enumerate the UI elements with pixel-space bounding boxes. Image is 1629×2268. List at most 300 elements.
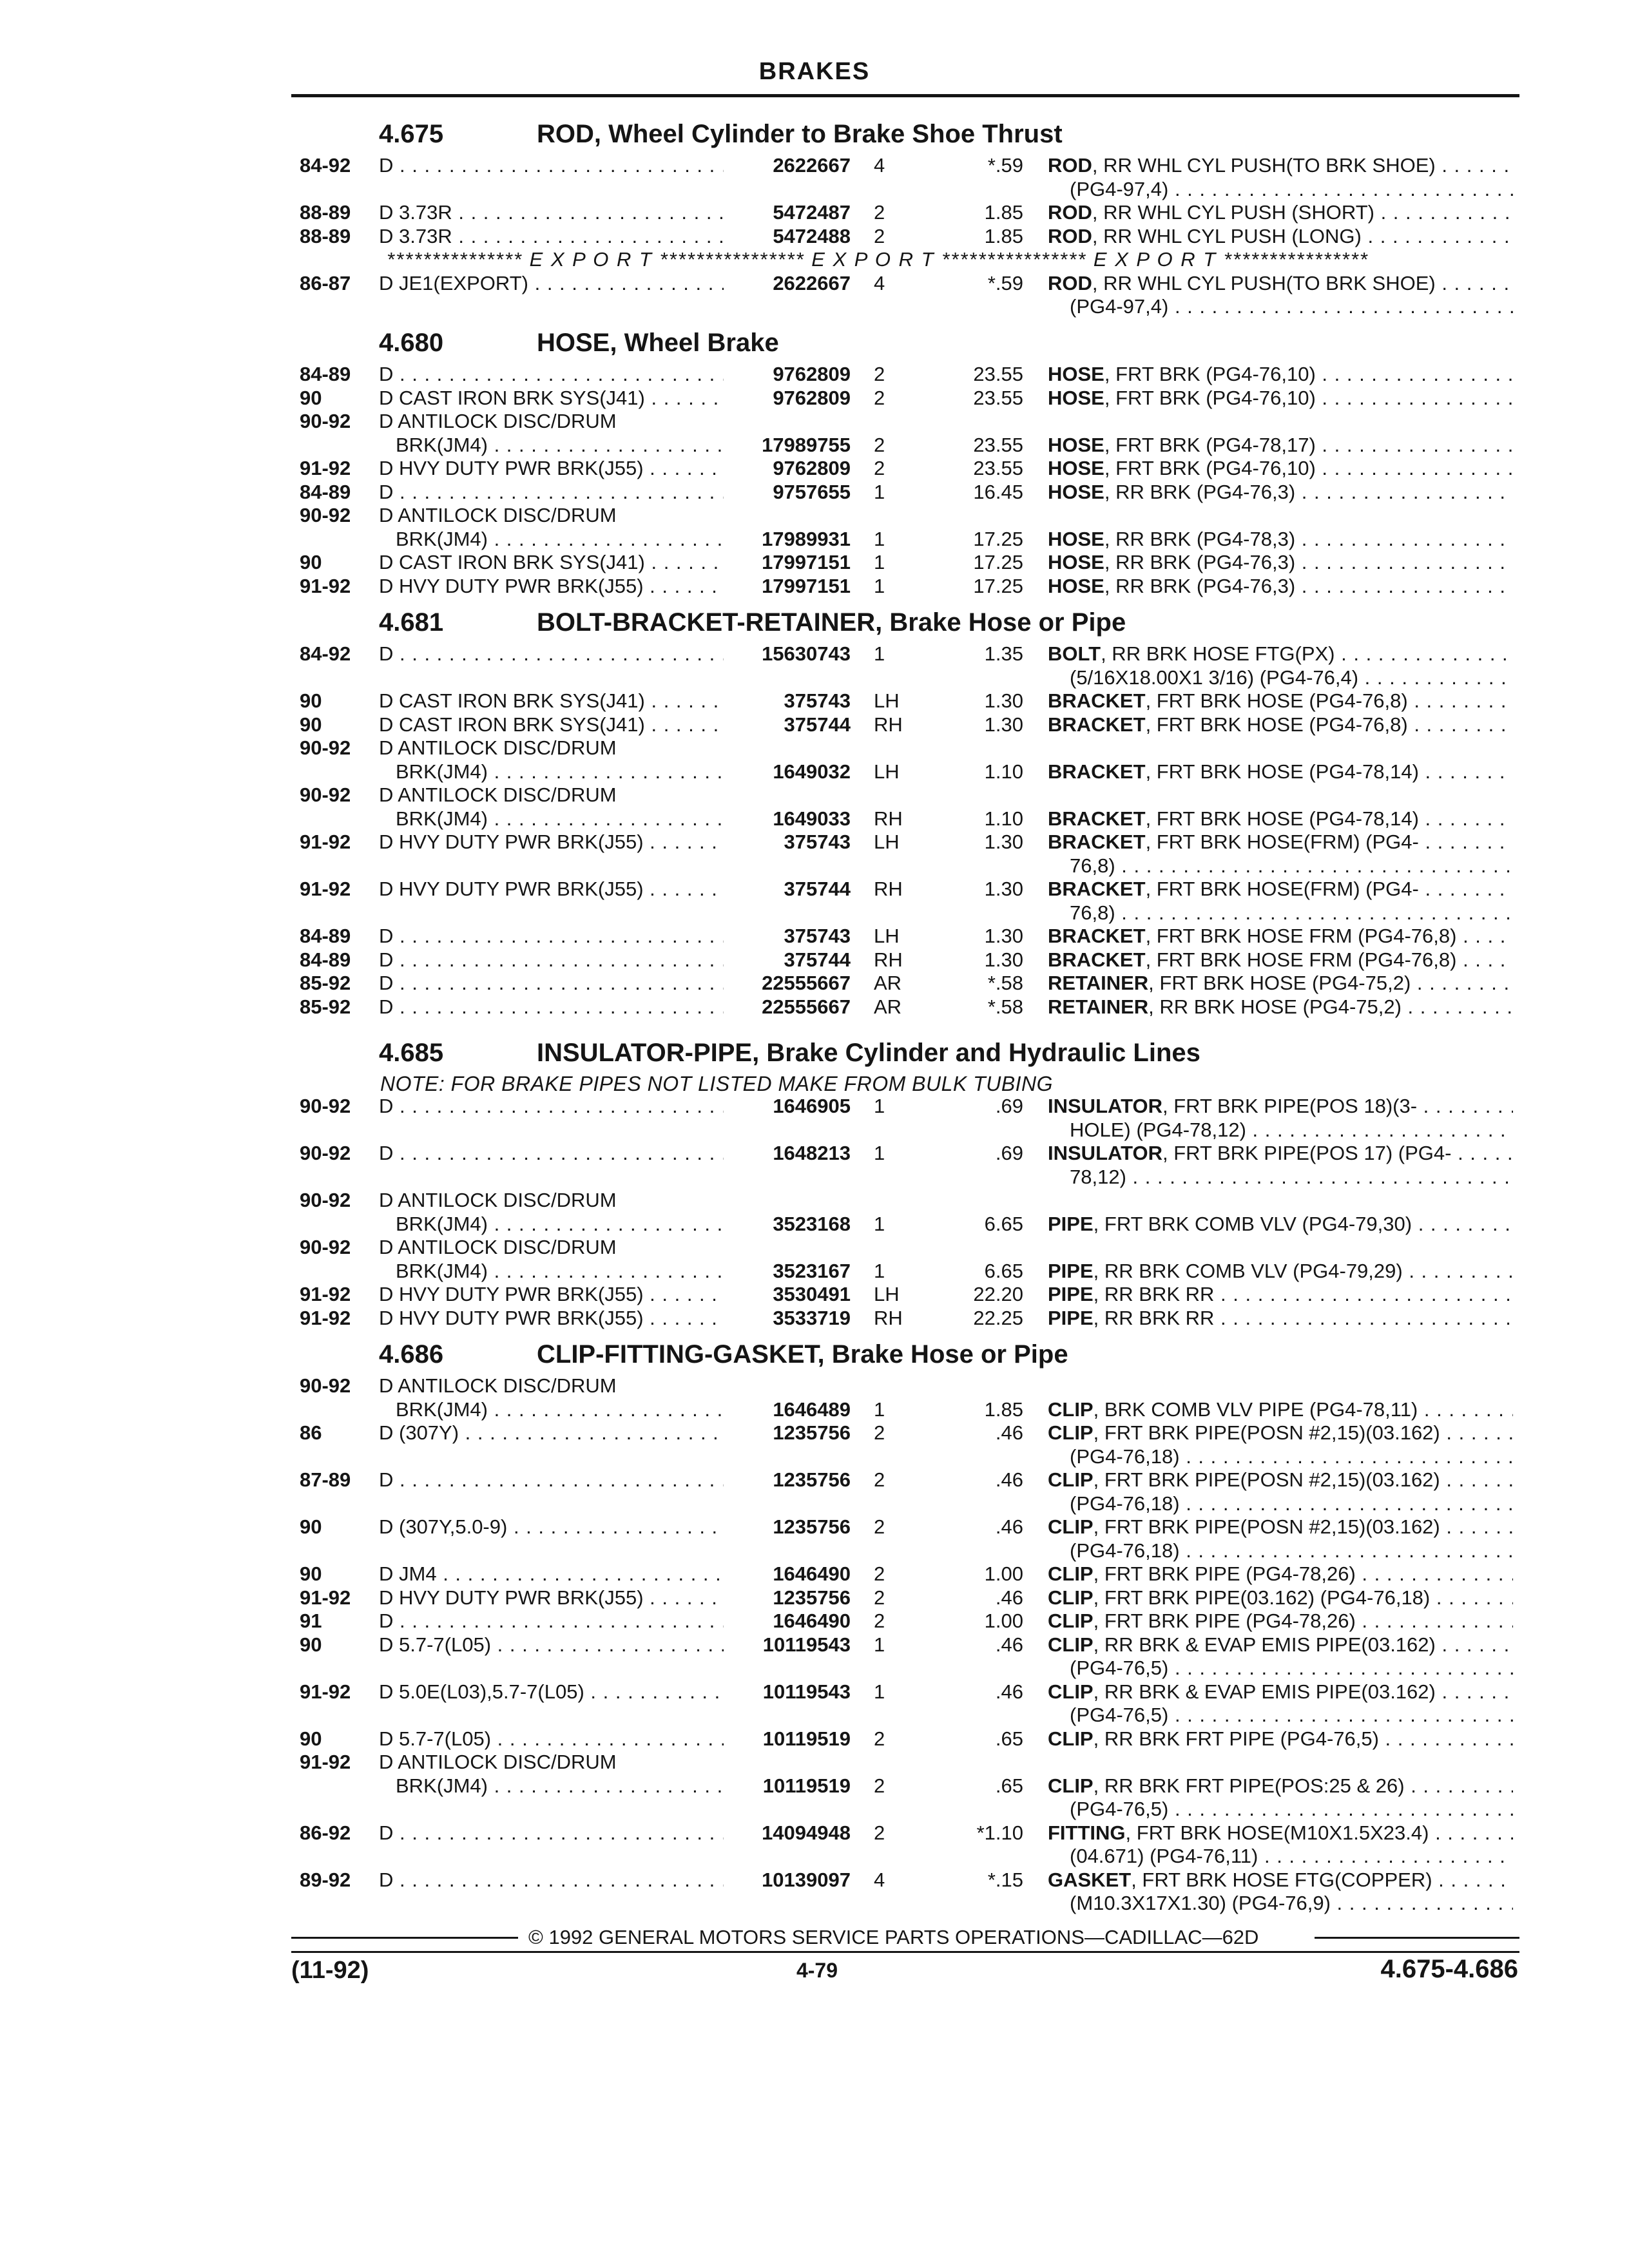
quantity: LH bbox=[874, 1283, 900, 1305]
application-continued: BRK(JM4) . . . bbox=[396, 1774, 724, 1798]
part-number: 3523168 bbox=[773, 1212, 851, 1235]
part-detail: , FRT BRK (PG4-76,10) bbox=[1104, 363, 1316, 385]
model-years: 86-87 bbox=[300, 271, 351, 294]
quantity: LH bbox=[874, 925, 900, 947]
parts-row bbox=[0, 527, 1629, 552]
part-number: 3533719 bbox=[773, 1306, 851, 1329]
section-heading bbox=[379, 1040, 1513, 1068]
application: D CAST IRON BRK SYS(J41) . . . bbox=[379, 550, 724, 575]
part-number: 375743 bbox=[784, 689, 851, 712]
quantity: 2 bbox=[874, 201, 885, 224]
application-continued: BRK(JM4) . . . bbox=[396, 527, 724, 552]
quantity: 2 bbox=[874, 433, 885, 456]
part-number: 1646489 bbox=[773, 1398, 851, 1421]
quantity: LH bbox=[874, 831, 900, 853]
part-description-continued: 78,12) . . . bbox=[1070, 1165, 1513, 1189]
price: 23.55 bbox=[973, 457, 1023, 479]
price: 1.10 bbox=[984, 760, 1023, 783]
part-number: 1648213 bbox=[773, 1142, 851, 1164]
application: D CAST IRON BRK SYS(J41) . . . bbox=[379, 713, 724, 737]
parts-row bbox=[0, 1703, 1629, 1727]
parts-row bbox=[0, 1468, 1629, 1492]
part-name: BRACKET bbox=[1048, 807, 1146, 830]
application: D JM4 . . . bbox=[379, 1562, 724, 1586]
model-years: 90-92 bbox=[300, 736, 351, 759]
parts-row bbox=[0, 1586, 1629, 1610]
parts-row bbox=[0, 503, 1629, 528]
quantity: LH bbox=[874, 760, 900, 783]
part-number: 1649032 bbox=[773, 760, 851, 783]
part-number: 15630743 bbox=[762, 642, 851, 665]
parts-row bbox=[0, 1235, 1629, 1260]
application-continued: BRK(JM4) . . . bbox=[396, 807, 724, 831]
price: 6.65 bbox=[984, 1259, 1023, 1282]
part-description bbox=[1048, 1141, 1513, 1166]
parts-row bbox=[0, 1165, 1629, 1189]
model-years: 90 bbox=[300, 713, 322, 736]
model-years: 91 bbox=[300, 1610, 322, 1632]
part-detail: , RR BRK COMB VLV (PG4-79,29) bbox=[1093, 1259, 1403, 1282]
part-detail: , RR BRK (PG4-76,3) bbox=[1104, 551, 1296, 573]
part-number: 375743 bbox=[784, 831, 851, 853]
quantity: 2 bbox=[874, 457, 885, 479]
price: 23.55 bbox=[973, 433, 1023, 456]
part-name: HOSE bbox=[1048, 433, 1104, 456]
quantity: 1 bbox=[874, 1259, 885, 1282]
part-description bbox=[1048, 1398, 1513, 1422]
part-description bbox=[1048, 642, 1513, 666]
part-name: ROD bbox=[1048, 271, 1092, 294]
quantity: 2 bbox=[874, 1562, 885, 1585]
price: 1.30 bbox=[984, 689, 1023, 712]
part-detail: , FRT BRK HOSE FRM (PG4-76,8) bbox=[1145, 925, 1457, 947]
part-description-continued: HOLE) (PG4-78,12) . . . bbox=[1070, 1118, 1513, 1142]
application: D . . . bbox=[379, 1868, 724, 1892]
application: D . . . bbox=[379, 153, 724, 178]
part-description bbox=[1048, 830, 1513, 854]
model-years: 88-89 bbox=[300, 201, 351, 224]
application: D 3.73R . . . bbox=[379, 200, 724, 225]
model-years: 90-92 bbox=[300, 783, 351, 806]
section-heading bbox=[379, 330, 1513, 358]
part-detail: , FRT BRK HOSE (PG4-76,8) bbox=[1145, 689, 1408, 712]
model-years: 91-92 bbox=[300, 457, 351, 479]
part-description bbox=[1048, 877, 1513, 901]
parts-row bbox=[0, 1212, 1629, 1236]
part-number: 22555667 bbox=[762, 972, 851, 994]
price: 1.85 bbox=[984, 201, 1023, 224]
part-name: PIPE bbox=[1048, 1306, 1094, 1329]
part-name: CLIP bbox=[1048, 1562, 1094, 1585]
part-description-continued: (04.671) (PG4-76,11) . . . bbox=[1070, 1844, 1513, 1869]
part-name: HOSE bbox=[1048, 574, 1104, 597]
part-detail: , RR BRK & EVAP EMIS PIPE(03.162) bbox=[1093, 1633, 1436, 1656]
footer-rule-bottom bbox=[291, 1951, 1519, 1953]
quantity: 1 bbox=[874, 1398, 885, 1421]
quantity: RH bbox=[874, 948, 903, 971]
part-description bbox=[1048, 386, 1513, 410]
quantity: AR bbox=[874, 995, 902, 1018]
model-years: 86-92 bbox=[300, 1821, 351, 1844]
parts-row bbox=[0, 574, 1629, 599]
application-continued: BRK(JM4) . . . bbox=[396, 760, 724, 784]
part-detail: , FRT BRK PIPE(POS 18)(3- bbox=[1162, 1095, 1418, 1117]
part-description-continued: 76,8) . . . bbox=[1070, 901, 1513, 925]
footer-rule-left bbox=[291, 1937, 518, 1939]
application: D JE1(EXPORT) . . . bbox=[379, 271, 724, 296]
parts-row bbox=[0, 1821, 1629, 1845]
part-description bbox=[1048, 1212, 1513, 1236]
model-years: 90-92 bbox=[300, 504, 351, 526]
parts-row bbox=[0, 924, 1629, 948]
part-description bbox=[1048, 1609, 1513, 1633]
part-description-continued: (PG4-76,5) . . . bbox=[1070, 1703, 1513, 1727]
model-years: 90 bbox=[300, 1562, 322, 1585]
part-name: BRACKET bbox=[1048, 925, 1146, 947]
quantity: 1 bbox=[874, 1680, 885, 1703]
section-title: HOSE, Wheel Brake bbox=[537, 329, 779, 357]
part-number: 10119519 bbox=[762, 1774, 851, 1797]
model-years: 86 bbox=[300, 1421, 322, 1444]
model-years: 91-92 bbox=[300, 574, 351, 597]
part-number: 17989755 bbox=[762, 433, 851, 456]
model-years: 90 bbox=[300, 1633, 322, 1656]
part-detail: , FRT BRK PIPE(POSN #2,15)(03.162) bbox=[1093, 1421, 1440, 1444]
part-name: HOSE bbox=[1048, 480, 1104, 503]
part-description bbox=[1048, 1421, 1513, 1445]
application-continued: BRK(JM4) . . . bbox=[396, 1259, 724, 1283]
part-number: 1649033 bbox=[773, 807, 851, 830]
part-description-continued: (PG4-76,18) . . . bbox=[1070, 1492, 1513, 1516]
part-name: HOSE bbox=[1048, 386, 1104, 409]
part-detail: , FRT BRK PIPE(POSN #2,15)(03.162) bbox=[1093, 1468, 1440, 1491]
parts-row bbox=[0, 224, 1629, 249]
parts-row bbox=[0, 1398, 1629, 1422]
parts-row bbox=[0, 1141, 1629, 1166]
part-name: PIPE bbox=[1048, 1212, 1094, 1235]
part-description bbox=[1048, 456, 1513, 481]
parts-row bbox=[0, 666, 1629, 690]
price: .46 bbox=[995, 1515, 1023, 1538]
price: 6.65 bbox=[984, 1212, 1023, 1235]
part-detail: , FRT BRK PIPE(POSN #2,15)(03.162) bbox=[1093, 1515, 1440, 1538]
part-detail: , RR WHL CYL PUSH(TO BRK SHOE) bbox=[1092, 154, 1436, 177]
model-years: 84-92 bbox=[300, 154, 351, 177]
model-years: 89-92 bbox=[300, 1868, 351, 1891]
price: *1.10 bbox=[976, 1821, 1023, 1844]
application: D . . . bbox=[379, 1821, 724, 1845]
application: D HVY DUTY PWR BRK(J55) . . . bbox=[379, 830, 724, 854]
parts-row bbox=[0, 294, 1629, 319]
model-years: 90 bbox=[300, 689, 322, 712]
parts-row bbox=[0, 386, 1629, 410]
part-detail: , FRT BRK HOSE(M10X1.5X23.4) bbox=[1125, 1821, 1429, 1844]
part-description-continued: 76,8) . . . bbox=[1070, 854, 1513, 878]
part-number: 1235756 bbox=[773, 1515, 851, 1538]
part-description bbox=[1048, 1562, 1513, 1586]
application: D . . . bbox=[379, 480, 724, 505]
application: D ANTILOCK DISC/DRUM bbox=[379, 1374, 617, 1397]
part-description bbox=[1048, 1515, 1513, 1539]
parts-row bbox=[0, 1609, 1629, 1633]
price: *.59 bbox=[987, 154, 1023, 177]
quantity: 2 bbox=[874, 363, 885, 385]
price: *.59 bbox=[987, 271, 1023, 294]
part-detail: , RR BRK & EVAP EMIS PIPE(03.162) bbox=[1093, 1680, 1436, 1703]
part-description bbox=[1048, 1633, 1513, 1657]
part-number: 2622667 bbox=[773, 271, 851, 294]
price: .46 bbox=[995, 1421, 1023, 1444]
part-name: HOSE bbox=[1048, 363, 1104, 385]
application: D . . . bbox=[379, 971, 724, 995]
part-detail: , RR BRK HOSE (PG4-75,2) bbox=[1148, 995, 1402, 1018]
application: D HVY DUTY PWR BRK(J55) . . . bbox=[379, 1586, 724, 1610]
page-header-title: BRAKES bbox=[758, 58, 871, 85]
part-number: 375744 bbox=[784, 878, 851, 900]
part-detail: , RR BRK FRT PIPE(POS:25 & 26) bbox=[1093, 1774, 1405, 1797]
part-name: INSULATOR bbox=[1048, 1095, 1162, 1117]
quantity: 2 bbox=[874, 224, 885, 247]
parts-row bbox=[0, 1094, 1629, 1119]
model-years: 84-89 bbox=[300, 948, 351, 971]
parts-row bbox=[0, 1259, 1629, 1283]
quantity: LH bbox=[874, 689, 900, 712]
part-description bbox=[1048, 1774, 1513, 1798]
part-description bbox=[1048, 1259, 1513, 1283]
part-number: 5472487 bbox=[773, 201, 851, 224]
part-description bbox=[1048, 1727, 1513, 1751]
price: 1.30 bbox=[984, 831, 1023, 853]
application: D 5.7-7(L05) . . . bbox=[379, 1633, 724, 1657]
parts-row bbox=[0, 901, 1629, 925]
part-name: BRACKET bbox=[1048, 948, 1146, 971]
part-name: FITTING bbox=[1048, 1821, 1126, 1844]
part-description-continued: (PG4-76,18) . . . bbox=[1070, 1445, 1513, 1469]
price: 1.85 bbox=[984, 224, 1023, 247]
price: 1.00 bbox=[984, 1562, 1023, 1585]
part-name: BRACKET bbox=[1048, 760, 1146, 783]
application: D (307Y) . . . bbox=[379, 1421, 724, 1445]
part-name: BRACKET bbox=[1048, 878, 1146, 900]
price: *.58 bbox=[987, 972, 1023, 994]
part-number: 3523167 bbox=[773, 1259, 851, 1282]
part-number: 5472488 bbox=[773, 224, 851, 247]
quantity: 2 bbox=[874, 1586, 885, 1609]
part-detail: , RR BRK HOSE FTG(PX) bbox=[1101, 642, 1335, 665]
parts-row bbox=[0, 1118, 1629, 1142]
application-continued: BRK(JM4) . . . bbox=[396, 433, 724, 457]
section-heading bbox=[379, 1341, 1513, 1370]
part-name: CLIP bbox=[1048, 1610, 1094, 1632]
application: D HVY DUTY PWR BRK(J55) . . . bbox=[379, 1306, 724, 1331]
quantity: RH bbox=[874, 807, 903, 830]
part-number: 14094948 bbox=[762, 1821, 851, 1844]
application: D ANTILOCK DISC/DRUM bbox=[379, 410, 617, 432]
model-years: 87-89 bbox=[300, 1468, 351, 1491]
price: *.58 bbox=[987, 995, 1023, 1018]
parts-row bbox=[0, 1445, 1629, 1469]
model-years: 91-92 bbox=[300, 1306, 351, 1329]
part-name: BOLT bbox=[1048, 642, 1101, 665]
part-description bbox=[1048, 689, 1513, 713]
part-number: 375744 bbox=[784, 948, 851, 971]
application: D . . . bbox=[379, 1141, 724, 1166]
part-name: PIPE bbox=[1048, 1259, 1094, 1282]
section-heading bbox=[379, 610, 1513, 638]
part-description bbox=[1048, 1094, 1513, 1119]
part-detail: , FRT BRK HOSE (PG4-76,8) bbox=[1145, 713, 1408, 736]
model-years: 90-92 bbox=[300, 410, 351, 432]
quantity: 2 bbox=[874, 1821, 885, 1844]
price: 1.35 bbox=[984, 642, 1023, 665]
parts-row bbox=[0, 1492, 1629, 1516]
section-number: 4.681 bbox=[379, 608, 444, 637]
parts-row bbox=[0, 877, 1629, 901]
part-description-continued: (5/16X18.00X1 3/16) (PG4-76,4) . . . bbox=[1070, 666, 1513, 690]
quantity: 2 bbox=[874, 1421, 885, 1444]
model-years: 90-92 bbox=[300, 1189, 351, 1211]
part-number: 10119519 bbox=[762, 1727, 851, 1750]
part-description bbox=[1048, 153, 1513, 178]
application: D ANTILOCK DISC/DRUM bbox=[379, 1751, 617, 1773]
part-number: 1235756 bbox=[773, 1421, 851, 1444]
quantity: 1 bbox=[874, 527, 885, 550]
part-name: CLIP bbox=[1048, 1680, 1094, 1703]
quantity: AR bbox=[874, 972, 902, 994]
parts-row bbox=[0, 854, 1629, 878]
model-years: 90-92 bbox=[300, 1236, 351, 1258]
application: D . . . bbox=[379, 995, 724, 1019]
part-description bbox=[1048, 271, 1513, 296]
application-continued: BRK(JM4) . . . bbox=[396, 1398, 724, 1422]
part-description bbox=[1048, 574, 1513, 599]
parts-row bbox=[0, 783, 1629, 807]
parts-row bbox=[0, 550, 1629, 575]
part-detail: , FRT BRK PIPE (PG4-78,26) bbox=[1093, 1562, 1356, 1585]
part-number: 9757655 bbox=[773, 480, 851, 503]
part-number: 375744 bbox=[784, 713, 851, 736]
application: D 3.73R . . . bbox=[379, 224, 724, 249]
quantity: RH bbox=[874, 713, 903, 736]
part-number: 17997151 bbox=[762, 574, 851, 597]
part-detail: , BRK COMB VLV PIPE (PG4-78,11) bbox=[1093, 1398, 1418, 1421]
quantity: 2 bbox=[874, 1515, 885, 1538]
model-years: 91-92 bbox=[300, 878, 351, 900]
model-years: 85-92 bbox=[300, 972, 351, 994]
part-number: 1646490 bbox=[773, 1610, 851, 1632]
section-number: 4.675 bbox=[379, 120, 444, 148]
part-name: GASKET bbox=[1048, 1868, 1132, 1891]
part-detail: , RR BRK (PG4-78,3) bbox=[1104, 527, 1296, 550]
part-description bbox=[1048, 1586, 1513, 1610]
part-detail: , FRT BRK HOSE (PG4-75,2) bbox=[1148, 972, 1411, 994]
part-detail: , FRT BRK PIPE(POS 17) (PG4- bbox=[1162, 1142, 1452, 1164]
parts-row bbox=[0, 200, 1629, 225]
part-description-continued: (PG4-97,4) . . . bbox=[1070, 294, 1513, 319]
part-number: 3530491 bbox=[773, 1283, 851, 1305]
section-number: 4.685 bbox=[379, 1039, 444, 1067]
section-heading bbox=[379, 121, 1513, 149]
part-name: PIPE bbox=[1048, 1283, 1094, 1305]
parts-row bbox=[0, 433, 1629, 457]
price: 23.55 bbox=[973, 386, 1023, 409]
model-years: 90 bbox=[300, 1727, 322, 1750]
price: .46 bbox=[995, 1633, 1023, 1656]
quantity: 1 bbox=[874, 642, 885, 665]
model-years: 85-92 bbox=[300, 995, 351, 1018]
model-years: 91-92 bbox=[300, 1586, 351, 1609]
parts-row bbox=[0, 1868, 1629, 1892]
application: D . . . bbox=[379, 362, 724, 387]
part-name: BRACKET bbox=[1048, 689, 1146, 712]
part-detail: , RR WHL CYL PUSH (LONG) bbox=[1092, 224, 1362, 247]
application: D 5.7-7(L05) . . . bbox=[379, 1727, 724, 1751]
price: .46 bbox=[995, 1468, 1023, 1491]
section-title: CLIP-FITTING-GASKET, Brake Hose or Pipe bbox=[537, 1340, 1068, 1369]
model-years: 90 bbox=[300, 1515, 322, 1538]
part-description bbox=[1048, 760, 1513, 784]
part-detail: , FRT BRK HOSE(FRM) (PG4- bbox=[1145, 878, 1419, 900]
price: 1.30 bbox=[984, 925, 1023, 947]
parts-row bbox=[0, 1306, 1629, 1331]
part-name: ROD bbox=[1048, 224, 1092, 247]
part-number: 17997151 bbox=[762, 551, 851, 573]
part-name: CLIP bbox=[1048, 1727, 1094, 1750]
model-years: 84-89 bbox=[300, 480, 351, 503]
model-years: 90-92 bbox=[300, 1095, 351, 1117]
quantity: 2 bbox=[874, 1610, 885, 1632]
application: D ANTILOCK DISC/DRUM bbox=[379, 504, 617, 526]
price: .46 bbox=[995, 1680, 1023, 1703]
parts-row bbox=[0, 1774, 1629, 1798]
model-years: 90-92 bbox=[300, 1142, 351, 1164]
application: D (307Y,5.0-9) . . . bbox=[379, 1515, 724, 1539]
part-number: 1235756 bbox=[773, 1586, 851, 1609]
part-description bbox=[1048, 948, 1513, 972]
model-years: 91-92 bbox=[300, 1751, 351, 1773]
parts-row bbox=[0, 995, 1629, 1019]
section-title: ROD, Wheel Cylinder to Brake Shoe Thrust bbox=[537, 120, 1063, 148]
parts-row bbox=[0, 689, 1629, 713]
part-name: ROD bbox=[1048, 154, 1092, 177]
price: .65 bbox=[995, 1774, 1023, 1797]
part-description-continued: (PG4-76,5) . . . bbox=[1070, 1656, 1513, 1680]
part-name: CLIP bbox=[1048, 1774, 1094, 1797]
model-years: 90 bbox=[300, 386, 322, 409]
part-description bbox=[1048, 1306, 1513, 1331]
application: D ANTILOCK DISC/DRUM bbox=[379, 1189, 617, 1211]
price: *.15 bbox=[987, 1868, 1023, 1891]
price: 17.25 bbox=[973, 574, 1023, 597]
part-description bbox=[1048, 924, 1513, 948]
parts-row bbox=[0, 1282, 1629, 1307]
part-number: 9762809 bbox=[773, 386, 851, 409]
application: D . . . bbox=[379, 1468, 724, 1492]
part-description bbox=[1048, 362, 1513, 387]
part-detail: , FRT BRK HOSE(FRM) (PG4- bbox=[1145, 831, 1419, 853]
application: D . . . bbox=[379, 642, 724, 666]
quantity: 1 bbox=[874, 551, 885, 573]
parts-row bbox=[0, 642, 1629, 666]
part-name: RETAINER bbox=[1048, 995, 1149, 1018]
part-description bbox=[1048, 1821, 1513, 1845]
footer-rule-right bbox=[1315, 1937, 1519, 1939]
parts-row bbox=[0, 1656, 1629, 1680]
price: .65 bbox=[995, 1727, 1023, 1750]
parts-row bbox=[0, 271, 1629, 296]
parts-row bbox=[0, 736, 1629, 760]
part-description bbox=[1048, 550, 1513, 575]
